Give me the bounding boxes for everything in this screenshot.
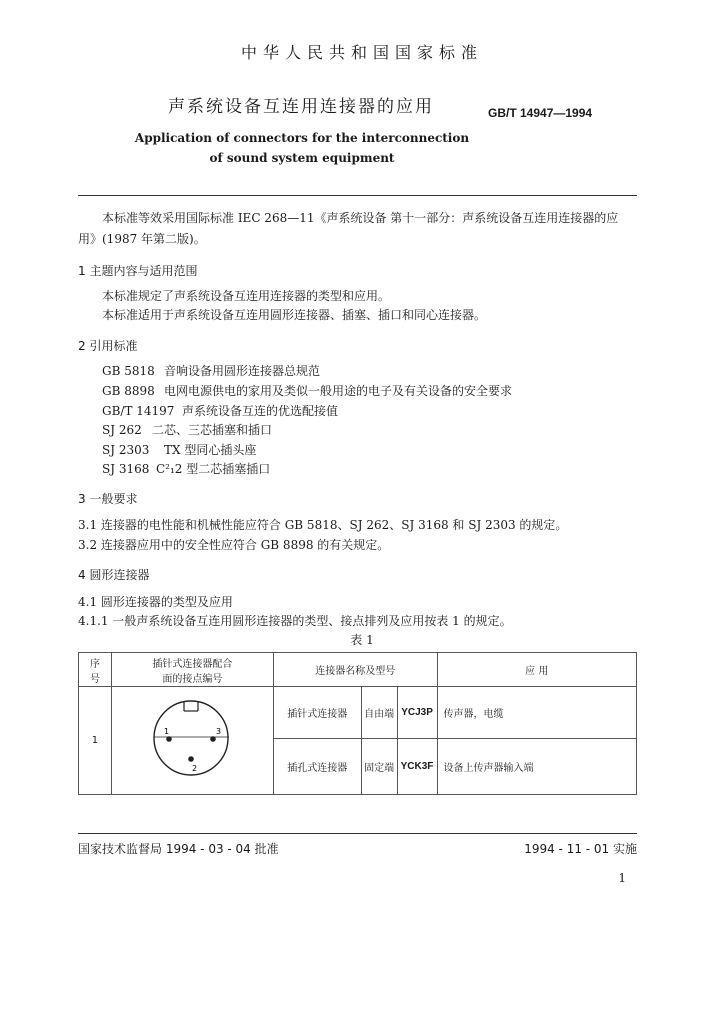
connector-table [78, 652, 637, 795]
standard-code: GB/T 14947—1994 [488, 106, 593, 120]
standard-org-header: 中华人民共和国国家标准 [240, 43, 483, 62]
pin-label: 3 [216, 727, 222, 736]
section-4-heading: 4 圆形连接器 [78, 568, 150, 582]
ref-item [102, 381, 512, 401]
section-1-para1: 本标准规定了声系统设备互连用连接器的类型和应用。 [102, 289, 391, 303]
pin-3 [211, 736, 217, 742]
pin-label: 1 [164, 727, 170, 736]
ref-code: SJ 262 [102, 423, 142, 437]
pin-1 [167, 736, 173, 742]
header-serial: 序 号 [79, 653, 112, 687]
table-row [79, 687, 637, 739]
section-1-para2: 本标准适用于声系统设备互连用圆形连接器、插塞、插口和同心连接器。 [102, 308, 487, 322]
pin-label: 2 [192, 764, 198, 773]
ref-item [102, 420, 272, 440]
title-chinese: 声系统设备互连用连接器的应用 [168, 97, 434, 117]
ref-title: 二芯、三芯插塞和插口 [152, 423, 273, 437]
ref-item [102, 440, 256, 460]
header-contact-layout: 插针式连接器配合 面的接点编号 [111, 653, 273, 687]
ref-title: 电网电源供电的家用及类似一般用途的电子及有关设备的安全要求 [164, 384, 513, 398]
ref-item [102, 401, 338, 421]
title-english-line1: Application of connectors for the interconnection [134, 131, 470, 145]
pin-2 [189, 756, 195, 762]
ref-title: 音响设备用圆形连接器总规范 [164, 364, 321, 378]
approval-date: 国家技术监督局 1994 - 03 - 04 批准 [78, 842, 279, 856]
connector-name: 插孔式连接器 [273, 739, 361, 795]
connector-outline [154, 701, 228, 775]
table-caption: 表 1 [350, 633, 374, 647]
ref-title: C²₁2 型二芯插塞插口 [156, 462, 271, 476]
pin-layout-diagram [112, 689, 272, 789]
ref-title: TX 型同心插头座 [164, 443, 257, 457]
connector-application: 设备上传声器输入端 [437, 739, 636, 795]
pin-diagram-cell [111, 687, 273, 795]
connector-model: YCK3F [397, 739, 437, 795]
ref-title: 声系统设备互连的优选配接值 [182, 404, 339, 418]
ref-code: GB 5818 [102, 364, 155, 378]
table-header-row [79, 653, 637, 687]
ref-code: GB 8898 [102, 384, 155, 398]
ref-item [102, 459, 270, 479]
intro-line2: 用》(1987 年第二版)。 [78, 232, 206, 246]
ref-item [102, 361, 320, 381]
clause-3-2: 3.2 连接器应用中的安全性应符合 GB 8898 的有关规定。 [78, 538, 390, 552]
intro-line1: 本标准等效采用国际标准 IEC 268—11《声系统设备 第十一部分：声系统设备互连用连接器的应 [102, 211, 619, 225]
clause-3-1: 3.1 连接器的电性能和机械性能应符合 GB 5818、SJ 262、SJ 3168 和 SJ 2303 的规定。 [78, 518, 568, 532]
title-english-line2: of sound system equipment [209, 151, 395, 165]
connector-name: 插针式连接器 [273, 687, 361, 739]
page-number: 1 [618, 871, 626, 885]
ref-code: SJ 2303 [102, 443, 150, 457]
connector-end: 自由端 [361, 687, 397, 739]
section-1-heading: 1 主题内容与适用范围 [78, 264, 198, 278]
header-divider [78, 195, 637, 196]
row-serial: 1 [79, 687, 112, 795]
clause-4-1-1: 4.1.1 一般声系统设备互连用圆形连接器的类型、接点排列及应用按表 1 的规定。 [78, 614, 512, 628]
connector-model: YCJ3P [397, 687, 437, 739]
connector-application: 传声器，电缆 [437, 687, 636, 739]
footer-divider [78, 833, 637, 834]
header-application: 应 用 [437, 653, 636, 687]
ref-code: SJ 3168 [102, 462, 150, 476]
section-3-heading: 3 一般要求 [78, 492, 138, 506]
clause-4-1: 4.1 圆形连接器的类型及应用 [78, 595, 233, 609]
header-name-type: 连接器名称及型号 [273, 653, 437, 687]
effective-date: 1994 - 11 - 01 实施 [524, 842, 637, 856]
connector-end: 固定端 [361, 739, 397, 795]
section-2-heading: 2 引用标准 [78, 339, 138, 353]
ref-code: GB/T 14197 [102, 404, 175, 418]
